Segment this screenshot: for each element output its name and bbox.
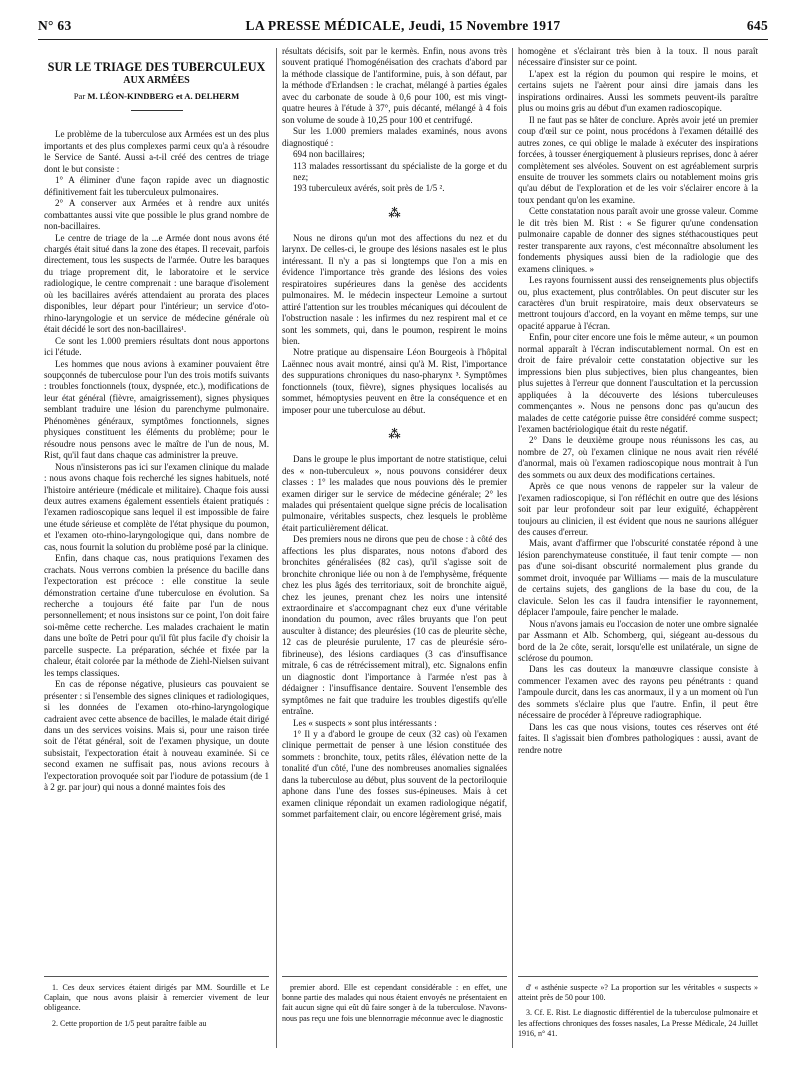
section-separator: ⁂ bbox=[388, 427, 401, 442]
title-rule bbox=[131, 110, 183, 111]
paragraph: Dans les cas que nous visions, toutes ces réserves ont été faites. Il s'agissait bien d'ombres pathologiques : aussi, avant de rendre notre bbox=[518, 721, 758, 755]
article-subtitle: AUX ARMÉES bbox=[123, 75, 190, 86]
footnotes-column-1 bbox=[44, 983, 269, 1034]
column-3 bbox=[518, 46, 758, 756]
column-2-body-b bbox=[282, 233, 507, 416]
column-1-body bbox=[44, 129, 269, 793]
paragraph: Le problème de la tuberculose aux Armées est un des plus importants et des plus complexes parmi ceux qu'a à résoudre le Service de Santé. Aussi a-t-il créé des centres de triage dont le but consiste : bbox=[44, 129, 269, 174]
column-divider bbox=[276, 48, 277, 1048]
author-names: M. LÉON-KINDBERG et A. DELHERM bbox=[87, 91, 240, 101]
paragraph: Des premiers nous ne dirons que peu de chose : à côté des affections les plus disparates, nous notons d'abord des bronchites généralisées (82 cas), qu'il s'agisse soit de bronchite chronique liée ou non à de l'emphysème, fréquente chez les plus âgés des territoriaux, soit de bronchite aiguë, chez les jeunes, prenant chez les noirs une intensité extraordinaire et s'accompagnant chez eux d'une véritable inondation du poumon, avec râles bruyants que l'on peut ausculter à distance; des pleurésies (10 cas de pleurite sèche, 12 cas de pleurésie purulente, 17 cas de pleurésie séro-fibrineuse), des lésions cardiaques (3 cas d'insuffisance mitrale, 6 cas de rétrécissement mitral), etc. Signalons enfin un diagnostic dont l'importance à l'armée n'est pas à dédaigner : l'insuffisance dentaire. Souvent l'ensemble des symptômes ne fait que traduire les troubles digestifs qu'elle entraîne. bbox=[282, 534, 507, 717]
paragraph: Cette constatation nous paraît avoir une grosse valeur. Comme le dit très bien M. Rist : « Se figurer qu'une condensation pulmonaire capable de donner des signes stéthacoustiques peut rester transparente aux rayons, c'est méconnaître absolument les fondements physiques aussi bien de la radiologie que des examens cliniques. » bbox=[518, 206, 758, 274]
paragraph: En cas de réponse négative, plusieurs cas pouvaient se présenter : si l'ensemble des signes cliniques et radiologiques, si les données de l'examen oto-rhino-laryngologique cadraient avec cette absence de bacilles, le malade était dirigé dans un des services voisins. Mais si, pour une raison tirée soit de l'état général, soit de l'examen physique, un doute subsistait, l'expectoration était à nouveau examinée. Si ce second examen ne suffisait pas, nous avions recours à l'expectoration provoquée soit par l'iodure de potassium (de 1 à 2 gr. par jour) qui nous a donné maintes fois des bbox=[44, 679, 269, 793]
paragraph: Les « suspects » sont plus intéressants : bbox=[293, 717, 437, 728]
running-header bbox=[38, 18, 768, 36]
footnotes-column-2 bbox=[282, 983, 507, 1029]
paragraph: Mais, avant d'affirmer que l'obscurité constatée répond à une lésion parenchymateuse constituée, il faut tenir compte — non pas d'une soi-disant obscurité normalement plus grande du sommet droit, invoquée par Williams — mais de la musculature de certains sujets, des ganglions de la base du cou, de la clavicule. Selon les cas il faudra intensifier le rayonnement, déplacer l'ampoule, faire pencher le malade. bbox=[518, 538, 758, 618]
paragraph: Nous n'insisterons pas ici sur l'examen clinique du malade : nous avons chaque fois recherché les signes habituels, noté l'histoire antérieure (médicale et militaire). Chaque fois aussi deux autres examens également essentiels étaient pratiqués : l'examen radioscopique sans lequel il est impossible de faire une étude sérieuse et complète de l'état physique du poumon, et l'examen oto-rhino-laryngologique qui, dans nombre de cas, nous fournit la solution du problème posé par la clinique. bbox=[44, 461, 269, 552]
paragraph: Notre pratique au dispensaire Léon Bourgeois à l'hôpital Laënnec nous avait montré, ainsi qu'à M. Rist, l'importance des suppurations chroniques du naso-pharynx ³. Symptômes fonctionnels (toux, fièvre), signes physiques localisés au sommet, hémoptysies peuvent en être la conséquence et en imposer pour une tuberculose au début. bbox=[282, 347, 507, 415]
column-2-body-a bbox=[282, 46, 507, 149]
list-item: 193 tuberculeux avérés, soit près de 1/5 ². bbox=[293, 183, 445, 194]
footnote: 3. Cf. E. Rist. Le diagnostic différentiel de la tuberculose pulmonaire et les affections chroniques des fosses nasales, La Presse Médicale, 24 Juillet 1916, n° 41. bbox=[518, 1008, 758, 1038]
paragraph: Les hommes que nous avions à examiner pouvaient être soupçonnés de tuberculose pour l'un des trois motifs suivants : troubles fonctionnels (toux, dyspnée, etc.), modifications de leur état général (fièvre, amaigrissement), signes physiques semblant traduire une lésion du parenchyme pulmonaire. Phénomènes généraux, symptômes fonctionnels, signes physiques constituent les éléments du problème; pour le résoudre nous pensons avec le maître de l'un de nous, M. Rist, qu'il faut dans chaque cas administrer la preuve. bbox=[44, 358, 269, 461]
paragraph: Nous n'avons jamais eu l'occasion de noter une ombre signalée par Assmann et Alb. Schomberg, qui, siégeant au-dessous du bord de la 2e côte, serait, lorsqu'elle est unilatérale, un signe de sclérose du poumon. bbox=[518, 618, 758, 664]
paragraph: 2° A conserver aux Armées et à rendre aux unités combattantes aussi vite que possible le plus grand nombre de non-bacillaires. bbox=[44, 198, 269, 232]
paragraph: Ce sont les 1.000 premiers résultats dont nous apportons ici l'étude. bbox=[44, 335, 269, 358]
column-divider bbox=[512, 48, 513, 1048]
paragraph: Sur les 1.000 premiers malades examinés, nous avons diagnostiqué : bbox=[282, 126, 507, 148]
column-2-body-c bbox=[282, 454, 507, 821]
diagnosis-list bbox=[282, 149, 507, 195]
paragraph: 2° Dans le deuxième groupe nous réunissons les cas, au nombre de 27, où l'examen clinique ne nous avait rien révélé d'anormal, mais où l'examen radioscopique nous montrait à l'un des sommets ou aux deux des modifications certaines. bbox=[518, 435, 758, 480]
column-1 bbox=[44, 46, 269, 794]
column-3-body bbox=[518, 46, 758, 756]
paragraph: Nous ne dirons qu'un mot des affections du nez et du larynx. De celles-ci, le groupe des lésions nasales est le plus intéressant. Il n'y a pas si longtemps que l'on a mis en évidence l'importance très grande des lésions des voies respiratoires supérieures dans la genèse des accidents pulmonaires. M. le médecin inspecteur Lemoine a surtout attiré l'attention sur les troubles mécaniques qui découlent de l'obstruction nasale : les infirmes du nez respirent mal et ce sont les sommets, qui, dans le poumon, respirent le moins bien. bbox=[282, 232, 507, 346]
paragraph: Les rayons fournissent aussi des renseignements plus objectifs ou, plus exactement, plus contrôlables. On peut discuter sur les caractères d'un bruit respiratoire, mais deux observateurs se mettront toujours d'accord, en la voyant en même temps, sur une opacité apparue à l'écran. bbox=[518, 275, 758, 331]
paragraph: Enfin, pour citer encore une fois le même auteur, « un poumon normal apparaît à l'écran indiscutablement normal. On est en droit de faire prévaloir cette constatation objective sur les impressions bien plus subjectives, bien plus changeantes, bien plus sujettes à l'erreur que donnent l'auscultation et la percussion appliquées à la découverte des lésions tuberculeuses commençantes ». Nous ne pensons donc pas qu'aucun des malades de cette catégorie puisse être considéré comme suspect; l'examen bactériologique était du reste négatif. bbox=[518, 332, 758, 434]
page-number: 645 bbox=[746, 18, 768, 33]
footnotes-column-3 bbox=[518, 983, 758, 1044]
journal-title: LA PRESSE MÉDICALE, Jeudi, 15 Novembre 1917 bbox=[245, 18, 561, 33]
footnote: d' « asthénie suspecte »? La proportion sur les véritables « suspects » atteint près de 50 pour 100. bbox=[518, 983, 758, 1003]
paragraph: Dans le groupe le plus important de notre statistique, celui des « non-tuberculeux », nous pouvons considérer deux classes : 1° les malades que nous pouvions dès le premier examen diriger sur le service de médecine générale; 2° les malades qui présentaient quelque signe précis de localisation pulmonaire, véritables suspects, chez lesquels le problème était particulièrement délicat. bbox=[282, 454, 507, 533]
article-title: SUR LE TRIAGE DES TUBERCULEUX bbox=[47, 60, 266, 74]
paragraph: L'apex est la région du poumon qui respire le moins, et certains sujets ne l'aèrent pour ainsi dire jamais dans les inspirations ordinaires. Aussi les sommets peuvent-ils paraître plus ou moins gris au début d'un examen radioscopique. bbox=[518, 68, 758, 114]
paragraph: Enfin, dans chaque cas, nous pratiquions l'examen des crachats. Nous verrons combien la présence du bacille dans l'expectoration est précoce : elle constitue la seule démonstration certaine d'une tuberculose en évolution. Sa recherche a toujours été faite par l'un de nous personnellement; et nous insistons sur ce point, l'on doit faire soi-même cette recherche. Les malades crachaient le matin dans une boîte de Petri pour qu'il fût plus facile d'y choisir la parcelle suspecte. La préparation, séchée et fixée par la chaleur, était colorée par la méthode de Ziehl-Nielsen suivant les temps classiques. bbox=[44, 553, 269, 678]
footnote: premier abord. Elle est cependant considérable : en effet, une bonne partie des malades qui nous étaient envoyés ne présentaient en fait aucun signe qui eût dû faire songer à de la tuberculose. N'avons-nous pas reçu une fois une blennorragie méconnue avec le diagnostic bbox=[282, 983, 507, 1023]
paragraph: Il ne faut pas se hâter de conclure. Après avoir jeté un premier coup d'œil sur ce point, nous procédons à l'examen détaillé des autres zones, ce qui oblige le malade à exécuter des inspirations forcées, à tousser énergiquement à plusieurs reprises, donc à aérer complètement ses alvéoles. Souvent on est agréablement surpris ensuite de trouver les sommets clairs ou notablement moins gris qu'au début de l'exploration et de les voir s'éclairer encore à la toux pendant qu'on les examine. bbox=[518, 114, 758, 205]
paragraph: Dans les cas douteux la manœuvre classique consiste à commencer l'examen avec des rayons peu pénétrants : quand l'ampoule durcit, dans les cas anormaux, il y a un moment où l'un des sommets s'éclaire plus que l'autre. Enfin, il peut être nécessaire de procéder à l'épreuve radiographique. bbox=[518, 664, 758, 721]
list-item: 113 malades ressortissant du spécialiste de la gorge et du nez; bbox=[293, 160, 507, 182]
header-rule bbox=[38, 39, 768, 40]
column-2 bbox=[282, 46, 507, 821]
list-item: 694 non bacillaires; bbox=[293, 149, 365, 160]
paragraph: 1° Il y a d'abord le groupe de ceux (32 cas) où l'examen clinique permettait de penser à une lésion constituée des sommets : bronchite, toux, petits râles, élévation nette de la tonalité d'un côté, l'une des nombreuses anomalies signalées dans la tuberculose au début, plus souvent de la pectoriloquie aphone dans l'une des fosses sus-épineuses. Mais à cet examen clinique répondait un examen radiologique négatif, sommet parfaitement clair, ou encore légèrement grisé, mais bbox=[282, 729, 507, 820]
footnote: 2. Cette proportion de 1/5 peut paraître faible au bbox=[52, 1018, 207, 1028]
paragraph: 1° A éliminer d'une façon rapide avec un diagnostic définitivement fait les tuberculeux pulmonaires. bbox=[44, 175, 269, 197]
issue-number: N° 63 bbox=[38, 18, 72, 33]
paragraph: Après ce que nous venons de rappeler sur la valeur de l'examen radioscopique, si l'on réfléchit en outre que des lésions soit par leur profondeur soit par leur exiguïté, échappèrent toujours au clinicien, il est évident que nous ne saurions alléguer des causes d'erreur. bbox=[518, 481, 758, 538]
footnote-rule bbox=[518, 976, 758, 977]
article-authors bbox=[44, 91, 269, 102]
paragraph: Le centre de triage de la ...e Armée dont nous avons été chargés était situé dans la zone des étapes. Il recevait, parfois directement, tous les suspects de l'armée. Outre les baraques du triage proprement dit, le laboratoire et le service radiologique, le centre comprenait : une baraque d'isolement où les bacillaires avérés attendaient au prorata des places disponibles, leur départ pour l'intérieur; un service d'oto-rhino-laryngologie et un service de médecine générale où était décidé le sort des non-bacillaires¹. bbox=[44, 232, 269, 335]
byline-prefix: Par bbox=[73, 91, 86, 101]
footnote-rule bbox=[282, 976, 507, 977]
paragraph: résultats décisifs, soit par le kermès. Enfin, nous avons très souvent pratiqué l'homogénéisation des crachats d'abord par la méthode classique de l'antiformine, puis, à son défaut, par la méthode d'Erlandsen : le crachat, mélangé à parties égales avec du carbonate de soude à 0,6 pour 100, est mis vingt-quatre heures à l'étude à 37°, puis décanté, mélangé à 4 fois son volume de soude à 10,25 pour 100 et centrifugé. bbox=[282, 46, 507, 125]
paragraph: homogène et s'éclairant très bien à la toux. Il nous paraît nécessaire d'insister sur ce point. bbox=[518, 46, 758, 68]
footnote: 1. Ces deux services étaient dirigés par MM. Sourdille et Le Caplain, que nous avons plaisir à remercier vivement de leur obligeance. bbox=[44, 983, 269, 1013]
section-separator: ⁂ bbox=[388, 205, 401, 220]
footnote-rule bbox=[44, 976, 269, 977]
